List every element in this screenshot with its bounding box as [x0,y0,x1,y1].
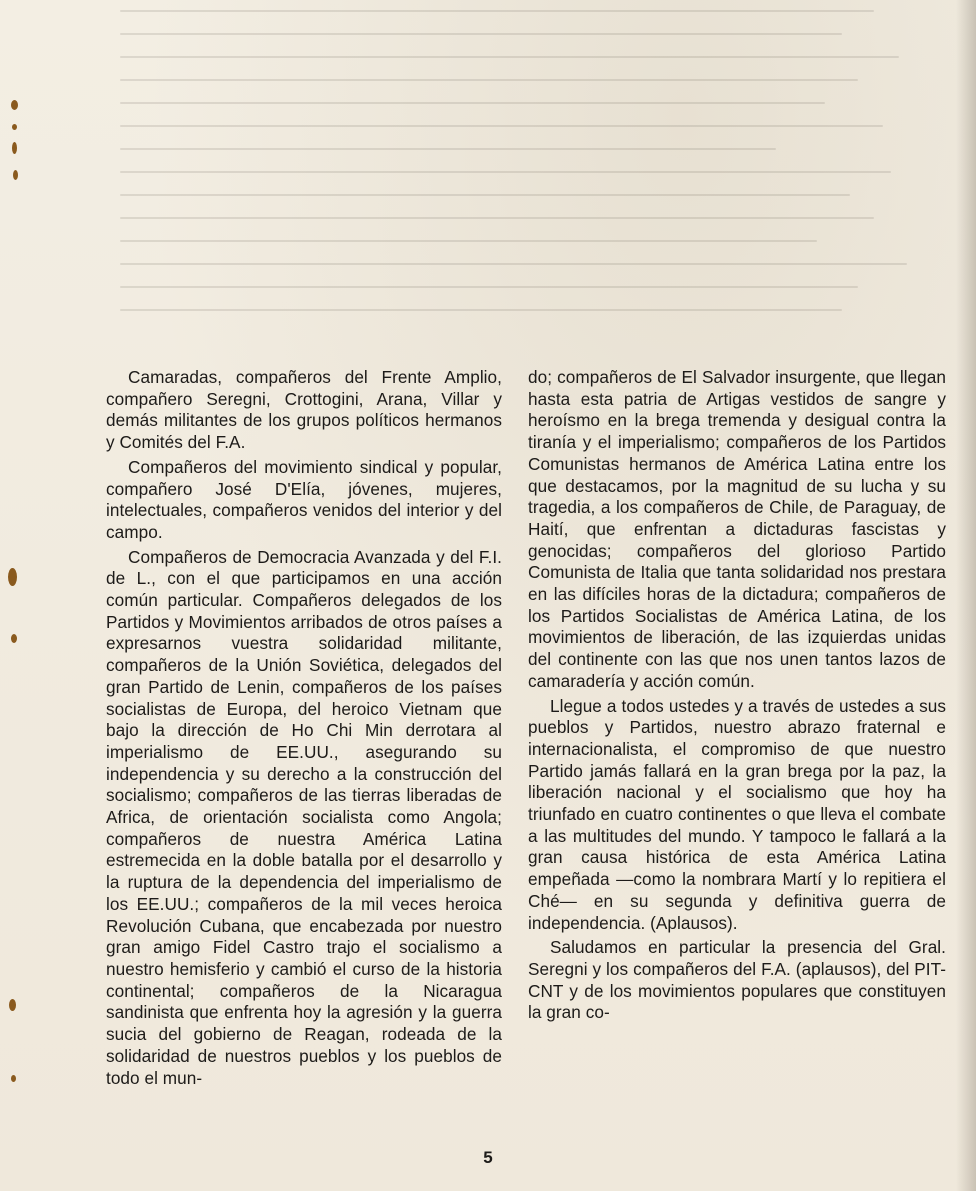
bleed-through-text [120,10,940,340]
paragraph: Saludamos en particular la presencia del Gral. Seregni y los compañeros del F.A. (aplausos), del PIT-CNT y de los movimientos populares que constituyen la gran co- [528,937,946,1023]
right-text-column [528,367,946,1027]
rust-stain [11,1075,16,1082]
rust-stain [12,142,17,154]
binding-rust-marks [0,0,30,1191]
page-edge-shadow [956,0,976,1191]
paragraph: do; compañeros de El Salvador insurgente, que llegan hasta esta patria de Artigas vestidos de sangre y heroísmo en la brega tremenda y desigual contra la tiranía y el imperialismo; compañeros de los Partidos Comunistas hermanos de América Latina entre los que destacamos, por la magnitud de su lucha y su tragedia, a los compañeros de Chile, de Paraguay, de Haití, que enfrentan a dictaduras fascistas y genocidas; compañeros del glorioso Partido Comunista de Italia que tanta solidaridad nos prestara en las difíciles horas de la dictadura; compañeros de los Partidos Socialistas de América Latina, de los movimientos de liberación, de las izquierdas unidas del continente con las que nos unen tantos lazos de camaradería y acción común. [528,367,946,691]
rust-stain [12,124,17,130]
rust-stain [8,568,17,586]
rust-stain [11,100,18,110]
left-text-column [106,367,502,1092]
page-number: 5 [483,1148,493,1167]
paragraph: Compañeros del movimiento sindical y popular, compañero José D'Elía, jóvenes, mujeres, intelectuales, compañeros venidos del interior y del campo. [106,456,502,542]
paragraph: Camaradas, compañeros del Frente Amplio, compañero Seregni, Crottogini, Arana, Villar y demás militantes de los grupos políticos hermanos y Comités del F.A. [106,367,502,453]
rust-stain [9,999,16,1011]
rust-stain [11,634,17,643]
paragraph: Compañeros de Democracia Avanzada y del F.I. de L., con el que participamos en una acción común particular. Compañeros delegados de los Partidos y Movimientos arribados de otros países a expresarnos vuestra solidaridad militante, compañeros de la Unión Soviética, delegados del gran Partido de Lenin, compañeros de los países socialistas de Europa, del heroico Vietnam que bajo la dirección de Ho Chi Min derrotara al imperialismo de EE.UU., asegurando su independencia y su derecho a la construcción del socialismo; compañeros de las tierras liberadas de Africa, de orientación socialista como Angola; compañeros de nuestra América Latina estremecida en la doble batalla por el desarrollo y la ruptura de la dependencia del imperialismo de los EE.UU.; compañeros de la mil veces heroica Revolución Cubana, que encabezada por nuestro gran amigo Fidel Castro trajo el socialismo a nuestro hemisferio y cambió el curso de la historia continental; compañeros de la Nicaragua sandinista que enfrenta hoy la agresión y la guerra sucia del gobierno de Reagan, rodeada de la solidaridad de nuestros pueblos y los pueblos de todo el mun- [106,546,502,1088]
rust-stain [13,170,18,180]
paragraph: Llegue a todos ustedes y a través de ustedes a sus pueblos y Partidos, nuestro abrazo fraternal e internacionalista, el compromiso de que nuestro Partido jamás fallará en la gran brega por la paz, la liberación nacional y el socialismo que hoy ha triunfado en cuatro continentes o que lleva el combate a las multitudes del mundo. Y tampoco le fallará a la gran causa histórica de esta América Latina empeñada —como la nombrara Martí y lo repitiera el Ché— en su segunda y definitiva guerra de independencia. (Aplausos). [528,695,946,933]
